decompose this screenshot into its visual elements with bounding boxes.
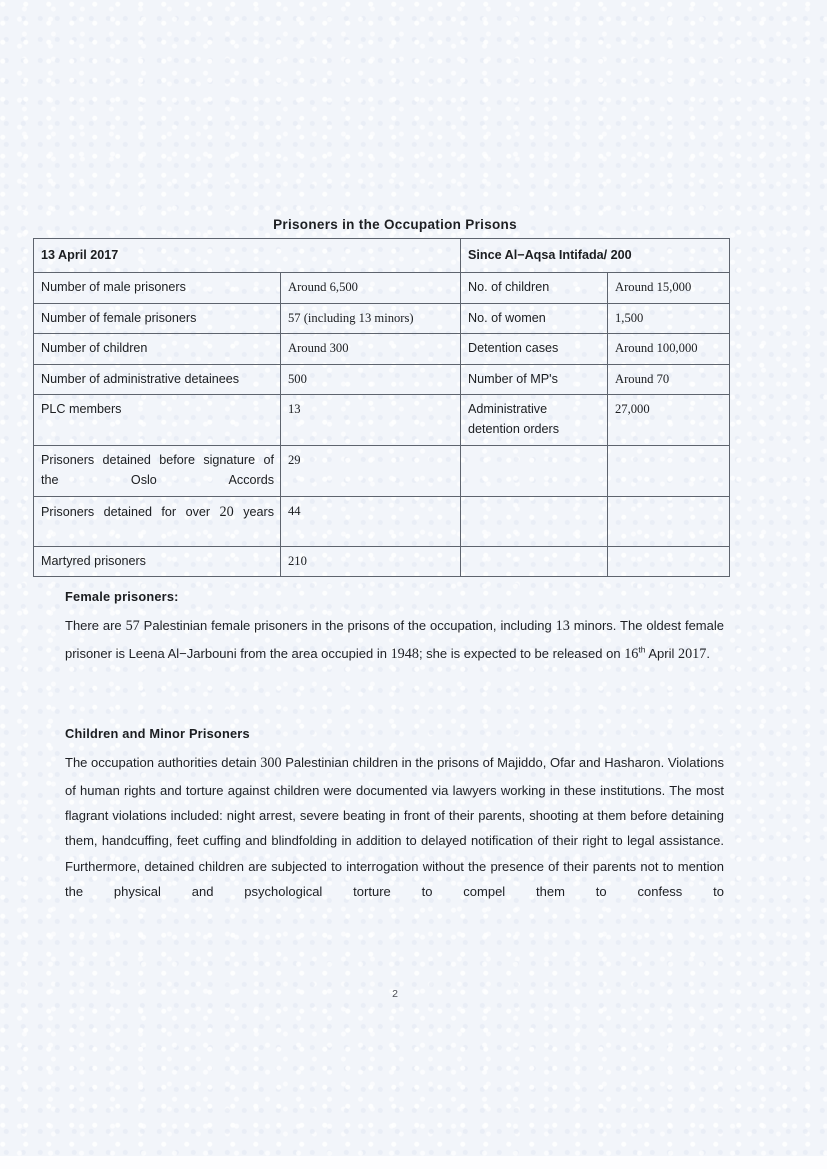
table-row bbox=[34, 273, 730, 303]
section-body: There are 57 Palestinian female prisoners in the prisons of the occupation, including 13 minors. The oldest female prisoner is Leena Al−Jarbouni from the area occupied in 1948; she is expected to be released on 16th April 2017. bbox=[65, 618, 724, 662]
row-label: Number of female prisoners bbox=[34, 303, 281, 333]
section-heading: Children and Minor Prisoners bbox=[65, 726, 250, 741]
row-value: 210 bbox=[281, 546, 461, 576]
section-female-prisoners bbox=[65, 589, 724, 668]
row-right-label bbox=[461, 445, 608, 496]
row-value: 13 bbox=[281, 394, 461, 445]
row-label: Prisoners detained for over 20 years bbox=[34, 496, 281, 546]
row-label: Number of male prisoners bbox=[34, 273, 281, 303]
row-label: Number of administrative detainees bbox=[34, 364, 281, 394]
section-children-minor-prisoners bbox=[65, 726, 724, 904]
row-value: 57 (including 13 minors) bbox=[281, 303, 461, 333]
row-value: 29 bbox=[281, 445, 461, 496]
table-row bbox=[34, 364, 730, 394]
row-label: Number of children bbox=[34, 334, 281, 364]
row-right-label: Number of MP's bbox=[461, 364, 608, 394]
row-label: Prisoners detained before signature of the Oslo Accords bbox=[34, 445, 281, 496]
page-title: Prisoners in the Occupation Prisons bbox=[273, 217, 517, 232]
table-row bbox=[34, 546, 730, 576]
row-value: 500 bbox=[281, 364, 461, 394]
row-right-label: Detention cases bbox=[461, 334, 608, 364]
page-number: 2 bbox=[392, 988, 398, 1000]
prisoners-statistics-table bbox=[33, 238, 730, 577]
row-right-value: 27,000 bbox=[608, 394, 730, 445]
row-label: PLC members bbox=[34, 394, 281, 445]
row-right-value: Around 70 bbox=[608, 364, 730, 394]
row-right-label: No. of children bbox=[461, 273, 608, 303]
row-right-label bbox=[461, 496, 608, 546]
row-right-value bbox=[608, 546, 730, 576]
row-right-value: Around 15,000 bbox=[608, 273, 730, 303]
row-right-value bbox=[608, 496, 730, 546]
table-row bbox=[34, 334, 730, 364]
table-row bbox=[34, 496, 730, 546]
row-right-value: 1,500 bbox=[608, 303, 730, 333]
row-value: Around 6,500 bbox=[281, 273, 461, 303]
row-right-label bbox=[461, 546, 608, 576]
row-value: Around 300 bbox=[281, 334, 461, 364]
table-header-intifada: Since Al−Aqsa Intifada/ 200 bbox=[461, 239, 730, 273]
row-right-value bbox=[608, 445, 730, 496]
table-header-date: 13 April 2017 bbox=[34, 239, 461, 273]
table-header-row bbox=[34, 239, 730, 273]
table-row bbox=[34, 394, 730, 445]
row-right-label: Administrative detention orders bbox=[461, 394, 608, 445]
row-value: 44 bbox=[281, 496, 461, 546]
page-bottom-edge bbox=[0, 1156, 827, 1169]
table-row bbox=[34, 303, 730, 333]
row-right-value: Around 100,000 bbox=[608, 334, 730, 364]
section-body: The occupation authorities detain 300 Palestinian children in the prisons of Majiddo, Ofar and Hasharon. Violations of human rights and torture against children were documented via lawyers working in these institutions. The most flagrant violations included: night arrest, severe beating in front of their parents, shooting at them before detaining them, handcuffing, feet cuffing and blindfolding in addition to delayed notification of their right to legal assistance. Furthermore, detained children are subjected to interrogation without the presence of their parents not to mention the physical and psychological torture to compel them to confess to bbox=[65, 755, 724, 900]
row-label: Martyred prisoners bbox=[34, 546, 281, 576]
row-right-label: No. of women bbox=[461, 303, 608, 333]
section-heading: Female prisoners: bbox=[65, 589, 179, 604]
table-row bbox=[34, 445, 730, 496]
